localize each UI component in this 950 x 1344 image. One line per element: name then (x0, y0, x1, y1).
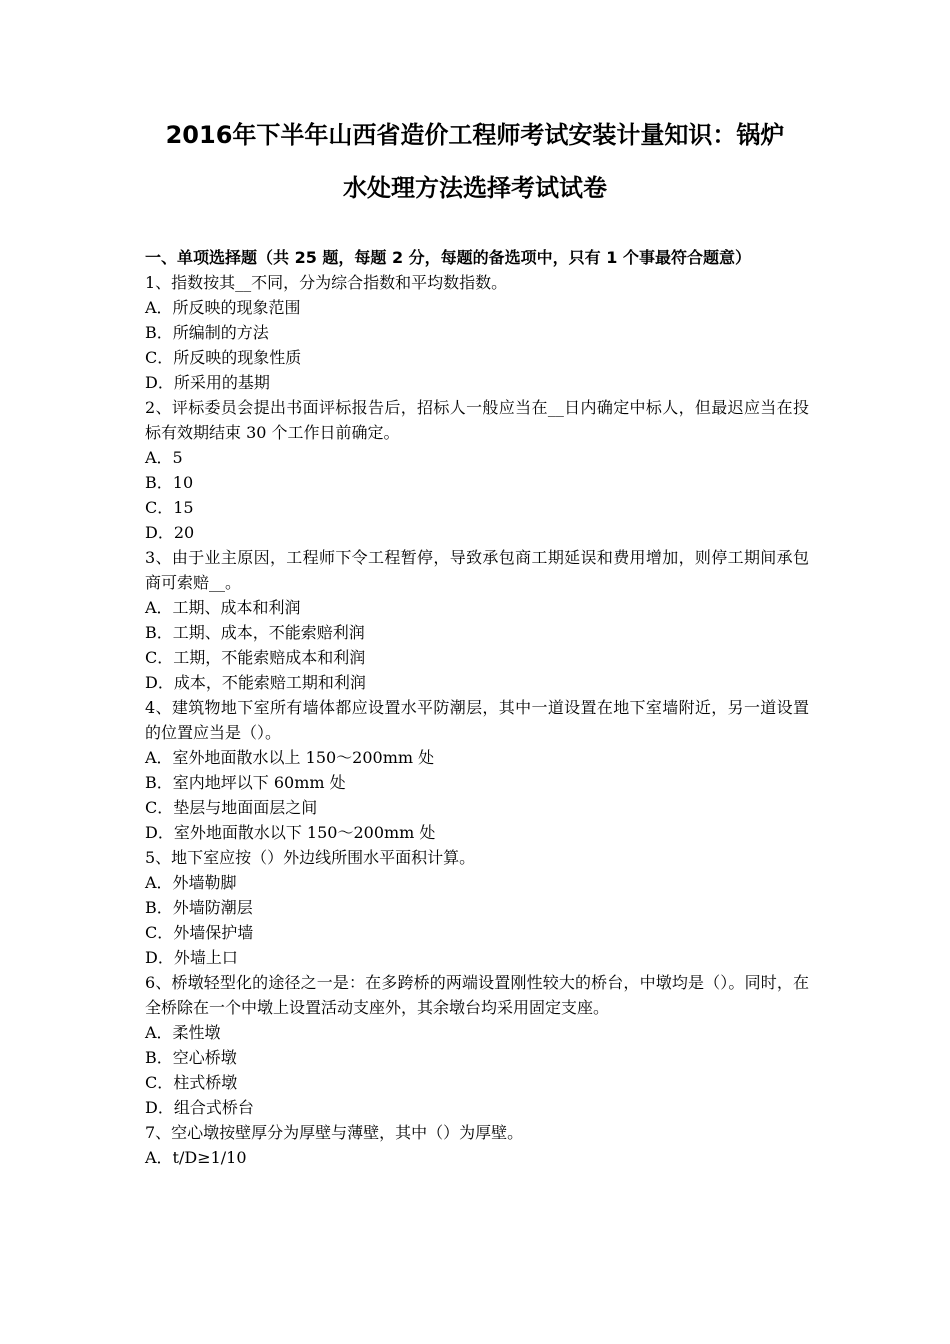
question-7 (145, 1120, 809, 1170)
option-a: A．室外地面散水以上 150～200mm 处 (145, 748, 435, 767)
option-c: C．柱式桥墩 (145, 1073, 238, 1092)
option-d: D．外墙上口 (145, 948, 238, 967)
document-title-line-1: 2016年下半年山西省造价工程师考试安装计量知识：锅炉 (165, 121, 785, 149)
option-a: A．工期、成本和利润 (145, 598, 301, 617)
option-a: A．柔性墩 (145, 1023, 221, 1042)
question-stem: 1、指数按其__不同，分为综合指数和平均数指数。 (145, 273, 508, 292)
question-stem: 7、空心墩按壁厚分为厚壁与薄壁，其中（）为厚壁。 (145, 1123, 524, 1142)
document-title-line-2: 水处理方法选择考试试卷 (343, 174, 607, 202)
option-b: B．10 (145, 473, 194, 492)
option-c: C．所反映的现象性质 (145, 348, 302, 367)
question-2 (145, 395, 809, 545)
option-a: A．t/D≥1/10 (145, 1148, 247, 1167)
question-stem: 6、桥墩轻型化的途径之一是：在多跨桥的两端设置刚性较大的桥台，中墩均是（）。同时，在全桥除在一个中墩上设置活动支座外，其余墩台均采用固定支座。 (145, 973, 809, 1017)
option-d: D．组合式桥台 (145, 1098, 254, 1117)
option-d: D．室外地面散水以下 150～200mm 处 (145, 823, 436, 842)
question-1 (145, 270, 809, 395)
option-b: B．室内地坪以下 60mm 处 (145, 773, 346, 792)
option-d: D．所采用的基期 (145, 373, 270, 392)
option-a: A．外墙勒脚 (145, 873, 237, 892)
section-heading: 一、单项选择题（共 25 题，每题 2 分，每题的备选项中，只有 1 个事最符合题意） (145, 248, 751, 267)
option-c: C．15 (145, 498, 194, 517)
question-stem: 2、评标委员会提出书面评标报告后，招标人一般应当在__日内确定中标人，但最迟应当在投标有效期结束 30 个工作日前确定。 (145, 398, 809, 442)
option-a: A．5 (145, 448, 183, 467)
question-stem: 4、建筑物地下室所有墙体都应设置水平防潮层，其中一道设置在地下室墙附近，另一道设置的位置应当是（）。 (145, 698, 809, 742)
option-d: D．成本，不能索赔工期和利润 (145, 673, 366, 692)
option-c: C．垫层与地面面层之间 (145, 798, 318, 817)
question-4 (145, 695, 809, 845)
document-body (145, 245, 809, 1170)
option-b: B．外墙防潮层 (145, 898, 253, 917)
option-d: D．20 (145, 523, 195, 542)
option-b: B．所编制的方法 (145, 323, 269, 342)
option-c: C．外墙保护墙 (145, 923, 254, 942)
question-5 (145, 845, 809, 970)
option-a: A．所反映的现象范围 (145, 298, 301, 317)
option-c: C．工期，不能索赔成本和利润 (145, 648, 366, 667)
question-stem: 5、地下室应按（）外边线所围水平面积计算。 (145, 848, 476, 867)
question-stem: 3、由于业主原因，工程师下令工程暂停，导致承包商工期延误和费用增加，则停工期间承包商可索赔__。 (145, 548, 809, 592)
option-b: B．空心桥墩 (145, 1048, 237, 1067)
question-6 (145, 970, 809, 1120)
option-b: B．工期、成本，不能索赔利润 (145, 623, 365, 642)
question-3 (145, 545, 809, 695)
